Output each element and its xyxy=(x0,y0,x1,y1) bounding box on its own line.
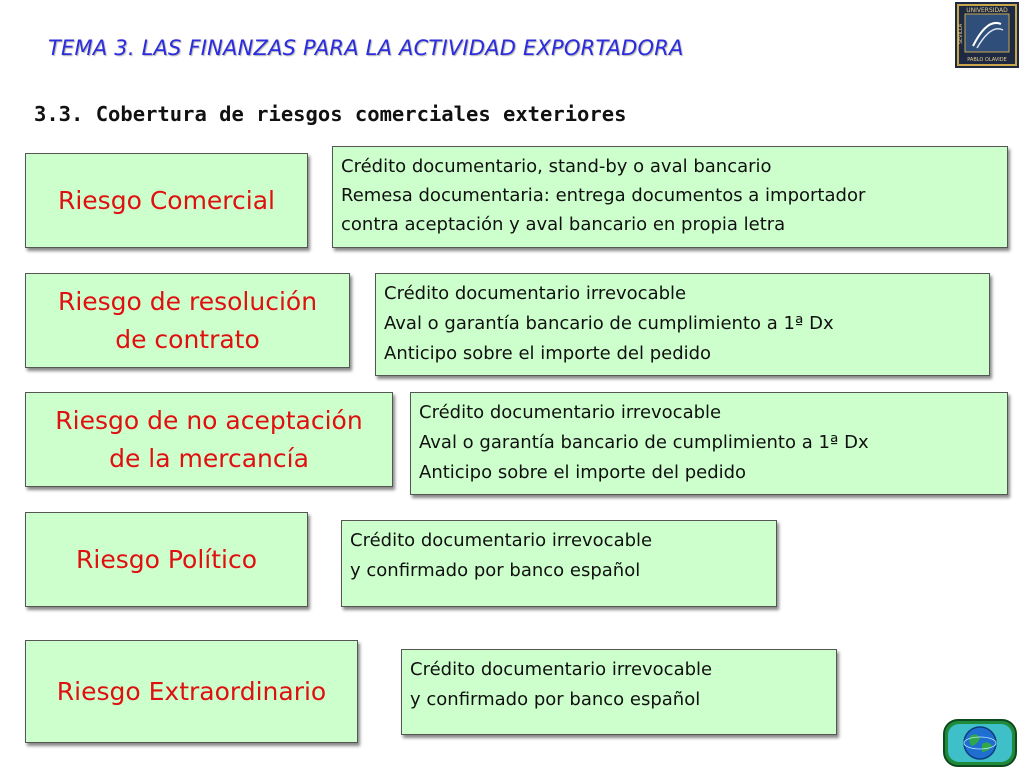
coverage-line: Crédito documentario, stand-by o aval bancario xyxy=(341,156,772,177)
logo-top-text: UNIVERSIDAD xyxy=(966,7,1008,14)
risk-label-line: Riesgo de resolución xyxy=(57,286,318,316)
coverage-box-extraordinario xyxy=(401,649,837,735)
coverage-line: Crédito documentario irrevocable xyxy=(350,530,653,551)
coverage-line: y confirmado por banco español xyxy=(350,560,641,581)
risk-box-politico xyxy=(25,512,308,607)
risk-box-comercial xyxy=(25,153,308,248)
coverage-line: Anticipo sobre el importe del pedido xyxy=(419,462,747,483)
globe-icon xyxy=(942,718,1018,768)
risk-label-line: de la mercancía xyxy=(109,443,309,473)
risk-label-extraordinario xyxy=(57,673,326,711)
coverage-line: y confirmado por banco español xyxy=(410,689,701,710)
section-heading: 3.3. Cobertura de riesgos comerciales exteriores xyxy=(34,102,627,126)
risk-label-line: Riesgo Extraordinario xyxy=(56,676,327,706)
risk-label-resolucion xyxy=(58,283,317,359)
coverage-line: contra aceptación y aval bancario en propia letra xyxy=(341,214,786,235)
risk-box-no-aceptacion xyxy=(25,392,393,487)
coverage-line: Crédito documentario irrevocable xyxy=(384,283,687,304)
risk-label-line: de contrato xyxy=(115,324,260,354)
logo-side-text: SEVILLA xyxy=(958,23,964,45)
coverage-line: Anticipo sobre el importe del pedido xyxy=(384,343,712,364)
risk-label-no-aceptacion xyxy=(55,402,362,478)
slide-title: TEMA 3. LAS FINANZAS PARA LA ACTIVIDAD EXPORTADORA xyxy=(48,36,684,60)
coverage-box-resolucion xyxy=(375,273,990,376)
coverage-line: Crédito documentario irrevocable xyxy=(419,402,722,423)
coverage-box-no-aceptacion xyxy=(410,392,1008,495)
university-seal-icon xyxy=(955,2,1019,68)
globe-nav-button[interactable] xyxy=(942,718,1018,768)
coverage-line: Aval o garantía bancario de cumplimiento a 1ª Dx xyxy=(384,313,834,334)
logo-bottom-text: PABLO OLAVIDE xyxy=(967,57,1007,63)
coverage-box-comercial xyxy=(332,146,1008,248)
coverage-line: Crédito documentario irrevocable xyxy=(410,659,713,680)
risk-label-comercial xyxy=(58,182,275,220)
risk-box-resolucion xyxy=(25,273,350,368)
risk-label-politico xyxy=(76,541,257,579)
coverage-line: Remesa documentaria: entrega documentos a importador xyxy=(341,185,866,206)
risk-label-line: Riesgo Político xyxy=(76,544,257,574)
coverage-line: Aval o garantía bancario de cumplimiento a 1ª Dx xyxy=(419,432,869,453)
university-logo xyxy=(955,2,1019,68)
coverage-box-politico xyxy=(341,520,777,607)
risk-label-line: Riesgo Comercial xyxy=(57,185,275,215)
risk-label-line: Riesgo de no aceptación xyxy=(55,405,363,435)
risk-box-extraordinario xyxy=(25,640,358,743)
